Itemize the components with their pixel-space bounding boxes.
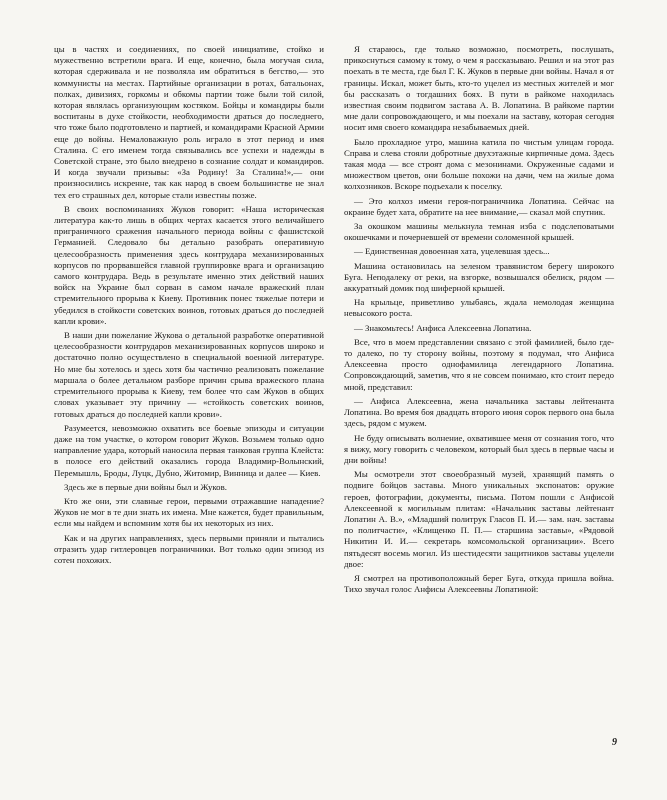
paragraph: Разумеется, невозможно охватить все боевые эпизоды и ситуации даже на том участке, о котором говорит Жуков. Возьмем только одно направление удара, который наносила первая танковая группа Клейста: в полосе его действий оказались города Владимир-Волынский, Перемышль, Броды, Луцк, Дубно, Житомир, Винница и далее — Киев. [54, 422, 324, 478]
paragraph: Мы осмотрели этот своеобразный музей, хранящий память о подвиге бойцов заставы. Много уникальных экспонатов: оружие героев, фотографии, документы, письма. Потом пошли с Анфисой Алексеевной к могильным плитам: «Начальник заставы лейтенант Лопатин А. В.», «Младший политрук Гласов П. И.— зам. нач. заставы по политчасти», «Клищенко П. П.— старшина заставы», «Рядовой Никитин И. И.— секретарь комсомольской организации». Всего пятьдесят восемь могил. Из шестидесяти защитников заставы уцелели двое: [344, 469, 614, 569]
paragraph: Кто же они, эти славные герои, первыми отражавшие нападение? Жуков не мог в те дни знать их имена. Мне кажется, будет правильным, если мы найдем и вспомним хотя бы их некоторых из них. [54, 495, 324, 529]
paragraph: Я смотрел на противоположный берег Буга, откуда пришла война. Тихо звучал голос Анфисы Алексеевны Лопатиной: [344, 572, 614, 595]
paragraph: Было прохладное утро, машина катила по чистым улицам города. Справа и слева стояли добротные двухэтажные кирпичные дома. Здесь такая мода — все строят дома с мезонинами. Окруженные садами и множеством цветов, они больше похожи на дачи, чем на жилые дома колхозников. Вскоре подъехали к поселку. [344, 136, 614, 192]
book-page [54, 44, 614, 734]
paragraph: Как и на других направлениях, здесь первыми приняли и пытались отразить удар гитлеровцев пограничники. Вот только один эпизод из сотен похожих. [54, 532, 324, 565]
paragraph: Здесь же в первые дни войны был и Жуков. [64, 481, 227, 492]
paragraph: Не буду описывать волнение, охватившее меня от сознания того, что я вижу, могу говорить с человеком, который был здесь в первые часы и дни войны! [344, 432, 614, 465]
page-number: 9 [612, 737, 617, 748]
paragraph: Машина остановилась на зеленом травянистом берегу широкого Буга. Неподалеку от реки, на взгорке, возвышался обелиск, рядом — аккуратный домик под шиферной крышей. [344, 260, 614, 294]
paragraph: Я стараюсь, где только возможно, посмотреть, послушать, прикоснуться самому к тому, о чем я рассказываю. Решил и на этот раз поехать в те места, где был Г. К. Жуков в первые дни войны. Начал я от границы. Искал, может быть, кто-то уцелел из местных жителей и мог бы рассказать о тогдашних боях. В пути в райкоме находилась известная своим подвигом застава А. В. Лопатина. В райкоме партии мне дали сопровождающего, и мы поехали на заставу, которая сегодня носит имя своего командира незабываемых дней. [344, 44, 614, 133]
paragraph: — Единственная довоенная хата, уцелевшая здесь... [354, 246, 550, 257]
paragraph: — Анфиса Алексеевна, жена начальника заставы лейтенанта Лопатина. Во время боя двадцать второго июня сорок первого она была здесь, рядом с мужем. [344, 395, 614, 429]
paragraph: На крыльце, приветливо улыбаясь, ждала немолодая женщина невысокого роста. [344, 297, 614, 319]
paragraph: — Это колхоз имени героя-пограничника Лопатина. Сейчас на окраине будет хата, обратите на нее внимание,— сказал мой спутник. [344, 195, 614, 217]
right-column [344, 44, 614, 598]
paragraph: — Знакомьтесь! Анфиса Алексеевна Лопатина. [354, 322, 532, 333]
paragraph: В наши дни пожелание Жукова о детальной разработке оперативной целесообразности контрударов механизированных корпусов широко и достаточно полно осуществлено в специальной военной литературе. Но мне бы хотелось и здесь хотя бы частично реализовать пожелание маршала о более детальном разборе причин срыва вражеского плана стремительного прорыва к Киеву, тем более что сам Жуков в общих словах указывает эту причину — «стойкость советских воинов, готовых драться до последней капли крови». [54, 330, 324, 419]
paragraph: За окошком машины мелькнула темная изба с подслеповатыми окошечками и почерневшей от времени соломенной крышей. [344, 221, 614, 243]
paragraph: Все, что в моем представлении связано с этой фамилией, было где-то далеко, по ту сторону войны, поэтому я подумал, что Анфиса Алексеевна просто однофамилица легендарного Лопатина. Сопровождающий, заметив, что я не совсем понимаю, кто стоит передо мной, представил: [344, 336, 614, 392]
paragraph: цы в частях и соединениях, по своей инициативе, стойко и мужественно встретили врага. И еще, конечно, была могучая сила, которая сдерживала и не позволяла им обратиться в бегство,— это коммунисты на местах. Партийные организации в ротах, батальонах, полках, дивизиях, горкомы и обкомы партии тоже были той силой, которая являлась организующим костяком. Бойцы и командиры были воспитаны в духе стойкости, необходимости драться до последнего, что тоже было подготовлено и партией, и командирами Красной Армии еще до войны. Немаловажную роль играло в этот период и имя Сталина. С его именем тогда связывались все успехи и надежды в Советской стране, это было внедрено в сознание солдат и командиров. И когда звучали призывы: «За Родину! За Сталина!»,— они произносились искренне, так как народ в своем большинстве не знал тех его страшных дел, которые стали известны позже. [54, 44, 324, 200]
paragraph: В своих воспоминаниях Жуков говорит: «Наша историческая литература как-то лишь в общих чертах касается этого величайшего приграничного сражения начального периода войны с фашистской Германией. Следовало бы детально разобрать оперативную целесообразность применения здесь контрудара механизированных корпусов по прорвавшейся главной группировке врага и организацию самого контрудара. Ведь в результате именно этих действий наших войск на Украине был сорван в самом начале вражеский план стремительного прорыва к Киеву. Противник понес тяжелые потери и убедился в стойкости советских воинов, готовых драться до последней капли крови». [54, 203, 324, 326]
left-column [54, 44, 324, 569]
